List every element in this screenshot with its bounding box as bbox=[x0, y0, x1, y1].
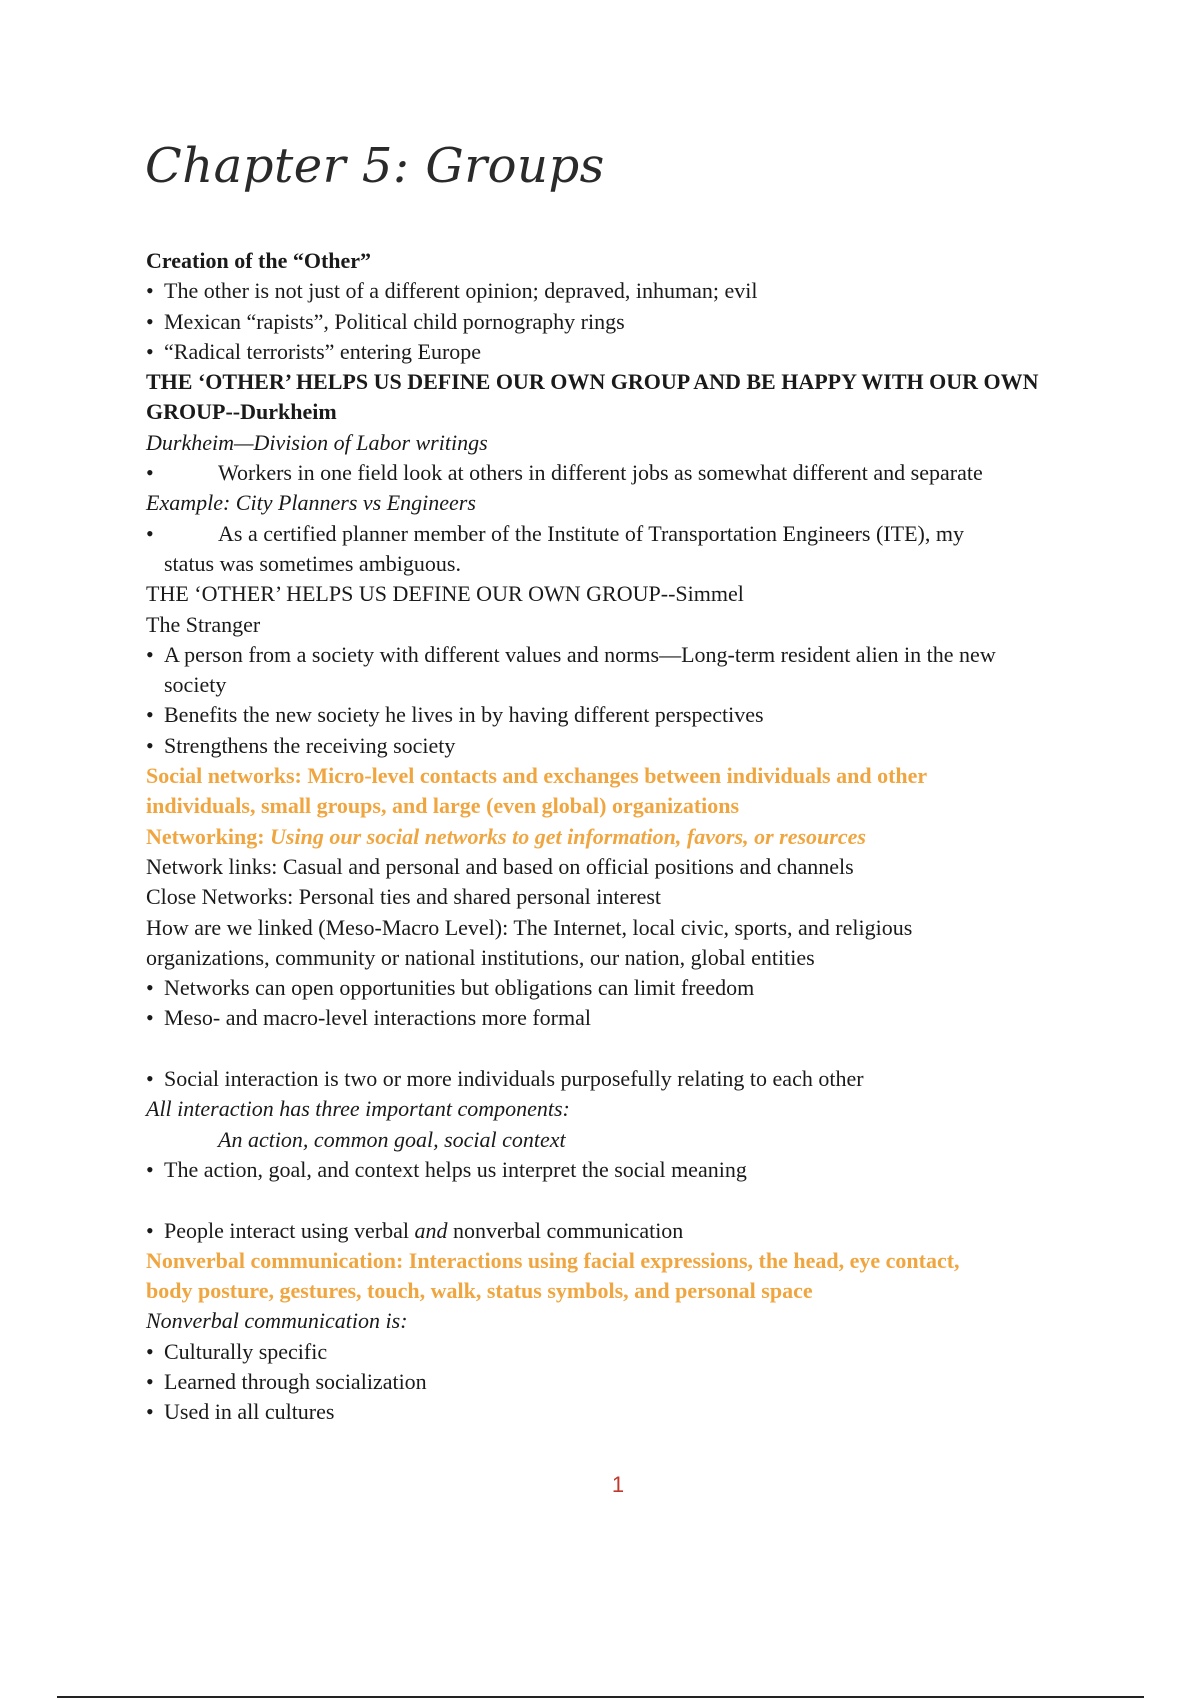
close-networks: Close Networks: Personal ties and shared personal interest bbox=[146, 884, 662, 910]
list-item-continuation: status was sometimes ambiguous. bbox=[164, 550, 461, 576]
bullet-icon: • bbox=[146, 308, 154, 334]
list-item: • Workers in one field look at others in different jobs as somewhat different and separate bbox=[146, 458, 1086, 488]
spacer bbox=[146, 1034, 1086, 1064]
footer-divider bbox=[57, 1696, 1144, 1698]
bullet-icon: • bbox=[146, 1217, 154, 1243]
durkheim-subheading: Durkheim—Division of Labor writings bbox=[146, 429, 488, 455]
bullet-icon: • bbox=[146, 732, 154, 758]
nonverbal-label: Nonverbal communication is: bbox=[146, 1308, 408, 1334]
section-heading-other: Creation of the “Other” bbox=[146, 248, 372, 273]
bullet-icon: • bbox=[146, 338, 154, 364]
bullet-icon: • bbox=[146, 520, 154, 546]
example-label: Example: City Planners vs Engineers bbox=[146, 490, 476, 516]
list-item: • A person from a society with different values and norms—Long-term resident alien in the new bbox=[146, 640, 1086, 670]
list-item: • Benefits the new society he lives in by having different perspectives bbox=[146, 700, 1086, 730]
networking-definition: Networking: Using our social networks to get information, favors, or resources bbox=[146, 823, 866, 849]
list-item: • The action, goal, and context helps us interpret the social meaning bbox=[146, 1155, 1086, 1185]
bullet-icon: • bbox=[146, 1399, 154, 1425]
bullet-icon: • bbox=[146, 1338, 154, 1364]
bullet-icon: • bbox=[146, 460, 154, 486]
linked-levels-cont: organizations, community or national institutions, our nation, global entities bbox=[146, 944, 815, 970]
bullet-icon: • bbox=[146, 1156, 154, 1182]
bullet-icon: • bbox=[146, 1005, 154, 1031]
list-item: • The other is not just of a different opinion; depraved, inhuman; evil bbox=[146, 276, 1086, 306]
components-list: An action, common goal, social context bbox=[218, 1126, 566, 1152]
simmel-heading: THE ‘OTHER’ HELPS US DEFINE OUR OWN GROUP--Simmel bbox=[146, 581, 744, 607]
list-item: • Learned through socialization bbox=[146, 1367, 1086, 1397]
list-item: • As a certified planner member of the Institute of Transportation Engineers (ITE), my bbox=[146, 519, 1086, 549]
list-item: • Culturally specific bbox=[146, 1337, 1086, 1367]
bullet-icon: • bbox=[146, 1066, 154, 1092]
list-item: • Mexican “rapists”, Political child pornography rings bbox=[146, 307, 1086, 337]
nonverbal-definition-cont: body posture, gestures, touch, walk, status symbols, and personal space bbox=[146, 1278, 813, 1304]
social-networks-definition: Social networks: Micro-level contacts and exchanges between individuals and other bbox=[146, 763, 928, 789]
document-body bbox=[146, 246, 1086, 1428]
list-item: • Meso- and macro-level interactions more formal bbox=[146, 1003, 1086, 1033]
bullet-icon: • bbox=[146, 975, 154, 1001]
social-networks-definition-cont: individuals, small groups, and large (even global) organizations bbox=[146, 793, 740, 819]
list-item: • Networks can open opportunities but obligations can limit freedom bbox=[146, 973, 1086, 1003]
page-number: 1 bbox=[611, 1472, 625, 1497]
list-item: • Social interaction is two or more individuals purposefully relating to each other bbox=[146, 1064, 1086, 1094]
nonverbal-definition: Nonverbal communication: Interactions using facial expressions, the head, eye contact, bbox=[146, 1247, 960, 1273]
bullet-icon: • bbox=[146, 278, 154, 304]
list-item: • Strengthens the receiving society bbox=[146, 731, 1086, 761]
linked-levels: How are we linked (Meso-Macro Level): The Internet, local civic, sports, and religious bbox=[146, 914, 913, 940]
list-item: • “Radical terrorists” entering Europe bbox=[146, 337, 1086, 367]
list-item-continuation: society bbox=[164, 672, 227, 698]
bullet-icon: • bbox=[146, 641, 154, 667]
stranger-label: The Stranger bbox=[146, 611, 261, 637]
list-item: • Used in all cultures bbox=[146, 1397, 1086, 1427]
components-label: All interaction has three important components: bbox=[146, 1096, 570, 1122]
network-links: Network links: Casual and personal and based on official positions and channels bbox=[146, 853, 854, 879]
bullet-icon: • bbox=[146, 702, 154, 728]
list-item: • People interact using verbal and nonverbal communication bbox=[146, 1216, 1086, 1246]
page-title: Chapter 5: Groups bbox=[145, 138, 605, 194]
durkheim-heading: THE ‘OTHER’ HELPS US DEFINE OUR OWN GROUP AND BE HAPPY WITH OUR OWN GROUP--Durkheim bbox=[146, 369, 1039, 425]
spacer bbox=[146, 1185, 1086, 1215]
bullet-icon: • bbox=[146, 1368, 154, 1394]
